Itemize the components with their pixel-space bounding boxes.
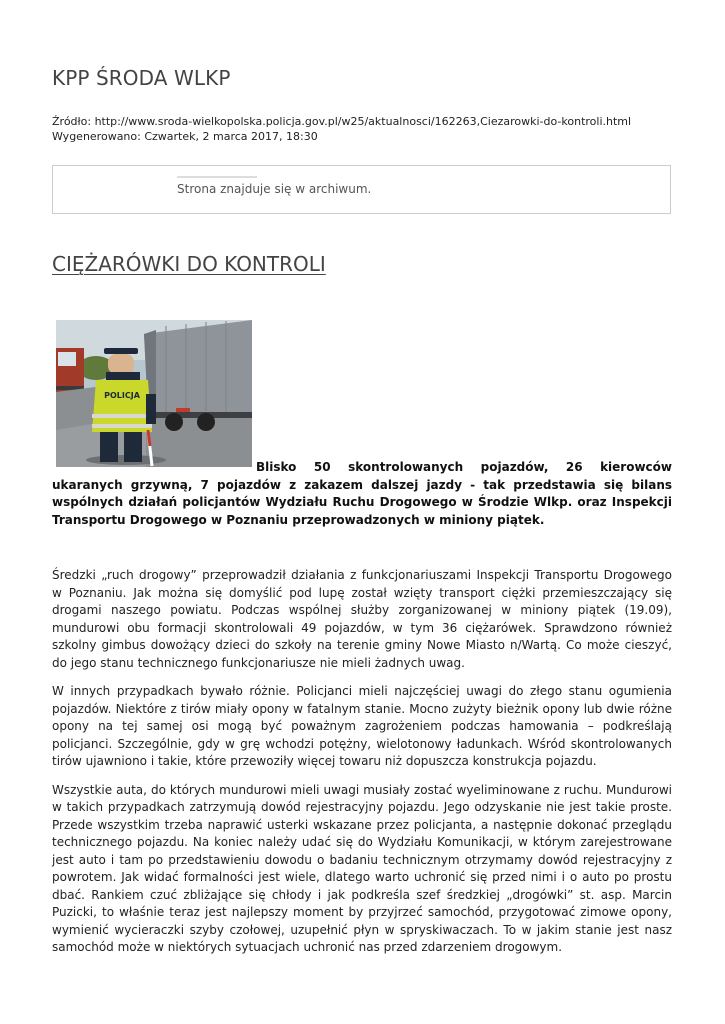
article-paragraph: Średzki „ruch drogowy” przeprowadził działania z funkcjonariuszami Inspekcji Transportu Drogowego w Poznaniu. Jak można się domyślić pod lupę został wzięty transport ciężki przemieszczający się drogami naszego powiatu. Podczas wspólnej służby zorganizowanej w miniony piątek (19.09), mundurowi obu formacji skontrolowali 49 pojazdów, w tym 36 ciężarówek. Sprawdzono również szkolny gimbus dowożący dzieci do szkoły na terenie gminy Nowe Miasto n/Wartą. Co może cieszyć, do jego stanu technicznego funkcjonariusze nie mieli żadnych uwag.: [52, 568, 672, 670]
article-lead-text: Blisko 50 skontrolowanych pojazdów, 26 kierowców ukaranych grzywną, 7 pojazdów z zakazem dalszej jazdy - tak przedstawia się bilans wspólnych działań policjantów Wydziału Ruchu Drogowego w Środzie Wlkp. oraz Inspekcji Transportu Drogowego w Poznaniu przeprowadzonych w miniony piątek.: [52, 460, 672, 527]
source-url: Źródło: http://www.sroda-wielkopolska.policja.gov.pl/w25/aktualnosci/162263,Ciezarowki-do-kontroli.html: [52, 115, 632, 128]
document-meta: [52, 114, 631, 144]
article-paragraph: Wszystkie auta, do których mundurowi mieli uwagi musiały zostać wyeliminowane z ruchu. Mundurowi w takich przypadkach zatrzymują dowód rejestracyjny pojazdu. Jego odzyskanie nie jest takie proste. Przede wszystkim trzeba naprawić usterki wskazane przez policjanta, a następnie dokonać przeglądu technicznego pojazdu. Na koniec należy udać się do Wydziału Komunikacji, w którym zarejestrowane jest auto i tam po przedstawieniu dowodu o badaniu technicznym otrzymamy dowód rejestracyjny z powrotem. Jak widać formalności jest wiele, dlatego warto uchronić się przed nimi i o auto po prostu dbać. Rankiem czuć zbliżające się chłody i jak podkreśla szef średzkiej „drogówki” st. asp. Marcin Puzicki, to właśnie teraz jest najlepszy moment by przyjrzeć samochód, przygotować zimowe opony, wymienić wycieraczki szyby czołowej, uzupełnić płyn w spryskiwaczach. To w jakim stanie jest nasz samochód może w niektórych sytuacjach uchronić nas przed zdarzeniem drogowym.: [52, 782, 672, 954]
vest-label: POLICJA: [104, 391, 140, 400]
archive-divider: [177, 176, 257, 178]
article-title: CIĘŻARÓWKI DO KONTROLI: [52, 252, 326, 276]
article-paragraph: W innych przypadkach bywało różnie. Policjanci mieli najczęściej uwagi do złego stanu ogumienia pojazdów. Niektóre z tirów miały opony w fatalnym stanie. Mocno zużyty bieżnik opony lub dwie różne opony na tej samej osi mogą być poważnym zagrożeniem podczas hamowania – podkreślają policjanci. Szczególnie, gdy w grę wchodzi potężny, wielotonowy ładunkach. Wśród skontrolowanych tirów ujawniono i takie, które przewoziły więcej towaru niż dopuszcza konstrukcja pojazdu.: [52, 684, 672, 768]
archive-notice-box: [52, 165, 671, 214]
article-body: [52, 567, 672, 968]
generated-date: Wygenerowano: Czwartek, 2 marca 2017, 18:30: [52, 130, 318, 143]
archive-notice: Strona znajduje się w archiwum.: [177, 182, 372, 196]
site-title: KPP ŚRODA WLKP: [52, 66, 231, 90]
article-lead: [52, 459, 672, 529]
article-photo: [56, 320, 252, 467]
